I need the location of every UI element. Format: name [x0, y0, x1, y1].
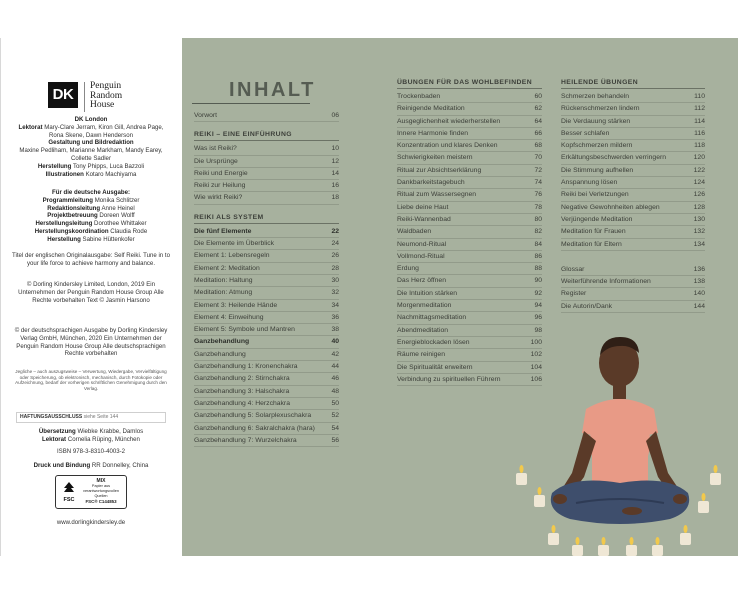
toc-entry[interactable]: [397, 140, 542, 152]
toc-entry[interactable]: [561, 177, 705, 189]
credit-line: Herstellungskoordination Claudia Rode: [34, 227, 148, 235]
toc-entry-title: Die Autorin/Dank: [561, 302, 613, 310]
toc-entry[interactable]: [194, 336, 339, 348]
toc-entry[interactable]: [397, 177, 542, 189]
toc-entry-title: Reiki bei Verletzungen: [561, 191, 629, 199]
toc-entry-page: 124: [693, 179, 705, 187]
toc-entry[interactable]: [194, 386, 339, 398]
imprint-page: [0, 38, 176, 556]
toc-entry-page: 92: [534, 289, 542, 297]
toc-entry-page: 28: [331, 264, 339, 272]
toc-entry-title: Neumond-Ritual: [397, 240, 447, 248]
toc-entry-page: 132: [693, 228, 705, 236]
toc-entry-title: Ganzbehandlung 5: Solarplexuschakra: [194, 412, 312, 420]
toc-entry[interactable]: [397, 152, 542, 164]
toc-entry[interactable]: [561, 91, 705, 103]
toc-entry-page: 76: [534, 191, 542, 199]
toc-entry[interactable]: [397, 128, 542, 140]
toc-entry-page: 72: [534, 166, 542, 174]
toc-entry-page: 54: [331, 424, 339, 432]
toc-entry-page: 68: [534, 142, 542, 150]
toc-entry-page: 48: [331, 387, 339, 395]
toc-entry-title: Die Stimmung aufhellen: [561, 166, 634, 174]
toc-entry[interactable]: [194, 398, 339, 410]
credit-line: Lektorat Mary-Clare Jerram, Kiron Gill, Andrea Page, Rona Skene, Dawn Henderson: [18, 123, 164, 139]
toc-entry[interactable]: [397, 103, 542, 115]
toc-entry-page: 10: [331, 145, 339, 153]
toc-entry[interactable]: [397, 226, 542, 238]
toc-entry[interactable]: [194, 110, 339, 122]
toc-entry-title: Weiterführende Informationen: [561, 278, 651, 286]
credits-english: [11, 116, 171, 178]
foot: [622, 507, 642, 515]
toc-entry-title: Element 1: Lebensregeln: [194, 252, 270, 260]
toc-entry[interactable]: [397, 275, 542, 287]
toc-entry[interactable]: [194, 410, 339, 422]
credit-line: Herstellung Tony Phipps, Luca Bazzoli: [37, 162, 145, 170]
toc-entry-title: Reiki zur Heilung: [194, 182, 246, 190]
toc-entry-page: 44: [331, 363, 339, 371]
liability-box: [16, 412, 166, 423]
logo-divider: [84, 82, 85, 112]
toc-entry-page: 114: [694, 117, 705, 125]
toc-entry-page: 36: [331, 313, 339, 321]
toc-entry-page: 112: [694, 105, 705, 113]
toc-entry[interactable]: [397, 91, 542, 103]
toc-entry-page: 102: [530, 351, 542, 359]
title-rule: [192, 103, 310, 104]
toc-entry-page: 106: [530, 375, 542, 383]
toc-entry[interactable]: [194, 275, 339, 287]
toc-entry-page: 122: [693, 166, 705, 174]
toc-entry-title: Meditation: Haltung: [194, 276, 253, 284]
credit-line: Redaktionsleitung Anne Heinel: [47, 204, 135, 212]
legal-notice: Jegliche – auch auszugsweise – Verwertung, Wiedergabe, Vervielfältigung oder Speicherung, ob elektronisch, mechanisch, durch Fotokopie oder Aufzeichnung, bedarf der vorherigen schriftlichen Genehmigung durch den Verlag.: [15, 369, 167, 391]
toc-entry[interactable]: [397, 202, 542, 214]
toc-entry-title: Morgenmeditation: [397, 302, 452, 310]
toc-entry-page: 120: [693, 154, 705, 162]
fsc-text: MIX Papier aus verantwortungsvollen Quellen FSC® C144853: [83, 478, 119, 504]
toc-entry-title: Konzentration und klares Denken: [397, 142, 498, 150]
toc-entry-title: Vollmond-Ritual: [397, 252, 445, 260]
candle: [598, 545, 609, 556]
toc-entry-title: Kopfschmerzen mildern: [561, 142, 633, 150]
printing-credit: Druck und Bindung RR Donnelley, China: [33, 462, 149, 469]
toc-entry-page: 70: [534, 154, 542, 162]
toc-entry-page: 100: [530, 338, 542, 346]
toc-entry-page: 42: [331, 350, 339, 358]
toc-entry-title: Register: [561, 290, 587, 298]
toc-entry-page: 12: [331, 157, 339, 165]
toc-column-3: [561, 79, 705, 313]
toc-entry-title: Reiki und Energie: [194, 169, 248, 177]
toc-entry-page: 40: [331, 338, 339, 346]
toc-column-1: [194, 110, 339, 447]
publisher-name-line: House: [90, 100, 115, 110]
toc-entry-page: 84: [534, 240, 542, 248]
copyright-uk: © Dorling Kindersley Limited, London, 2019 Ein Unternehmen der Penguin Random House Group Alle Rechte vorbehalten Text © Jasmin Harsono: [18, 281, 164, 304]
toc-entry-page: 50: [331, 399, 339, 407]
toc-entry-page: 22: [331, 227, 339, 235]
section-heading: REIKI ALS SYSTEM: [194, 214, 339, 224]
toc-entry-title: Element 3: Heilende Hände: [194, 301, 278, 309]
toc-entry[interactable]: [194, 349, 339, 361]
credit-line: Illustrationen Kotaro Machiyama: [45, 170, 137, 178]
toc-entry-title: Die Ursprünge: [194, 157, 238, 165]
toc-entry[interactable]: [194, 143, 339, 155]
toc-entry-title: Element 2: Meditation: [194, 264, 260, 272]
toc-entry[interactable]: [397, 189, 542, 201]
toc-entry-title: Ganzbehandlung 2: Stirnchakra: [194, 375, 290, 383]
toc-entry[interactable]: [561, 239, 705, 251]
toc-entry-title: Wie wirkt Reiki?: [194, 194, 243, 202]
toc-entry-title: Ganzbehandlung 7: Wurzelchakra: [194, 436, 297, 444]
toc-entry-page: 18: [331, 194, 339, 202]
toc-entry-title: Anspannung lösen: [561, 179, 618, 187]
left-hand: [553, 494, 567, 504]
toc-entry-page: 80: [534, 215, 542, 223]
section-heading: HEILENDE ÜBUNGEN: [561, 79, 705, 89]
credit-line: Übersetzung Wiebke Krabbe, Damlos: [38, 428, 144, 435]
toc-entry[interactable]: [194, 423, 339, 435]
candle: [698, 501, 709, 513]
toc-entry[interactable]: [561, 103, 705, 115]
toc-entry-title: Die Intuition stärken: [397, 289, 458, 297]
toc-entry-title: Ganzbehandlung: [194, 338, 250, 346]
toc-entry[interactable]: [561, 140, 705, 152]
toc-entry[interactable]: [561, 116, 705, 128]
publisher-name-line: Penguin: [90, 81, 122, 91]
toc-entry-page: 134: [693, 240, 705, 248]
toc-entry-page: 128: [693, 203, 705, 211]
toc-entry-page: 88: [534, 265, 542, 273]
toc-entry[interactable]: [194, 435, 339, 447]
toc-entry-title: Verjüngende Meditation: [561, 215, 633, 223]
toc-entry-page: 30: [331, 276, 339, 284]
toc-entry-page: 118: [694, 142, 705, 150]
credit-line: Projektbetreuung Doreen Wolff: [47, 212, 135, 220]
credit-line: Programmleitung Monika Schlitzer: [42, 196, 140, 204]
toc-entry-title: Ritual zur Absichtserklärung: [397, 166, 482, 174]
toc-entry[interactable]: [397, 116, 542, 128]
translation-credits: [11, 428, 171, 444]
toc-entry-title: Innere Harmonie finden: [397, 129, 469, 137]
toc-entry-title: Meditation für Frauen: [561, 228, 626, 236]
candle: [680, 533, 691, 545]
toc-entry-title: Abendmeditation: [397, 326, 449, 334]
toc-entry-page: 126: [693, 191, 705, 199]
toc-entry[interactable]: [194, 287, 339, 299]
toc-entry-page: 16: [331, 182, 339, 190]
toc-entry[interactable]: [397, 300, 542, 312]
toc-entry-page: 62: [534, 105, 542, 113]
toc-entry-title: Liebe deine Haut: [397, 203, 449, 211]
toc-entry[interactable]: [194, 226, 339, 238]
toc-entry[interactable]: [561, 226, 705, 238]
toc-entry-title: Element 5: Symbole und Mantren: [194, 326, 295, 334]
toc-entry-page: 56: [331, 436, 339, 444]
toc-gap: [561, 251, 705, 264]
candle: [710, 473, 721, 485]
toc-entry-page: 64: [534, 117, 542, 125]
candle: [652, 545, 663, 556]
fsc-tree-icon: FSC: [59, 481, 79, 503]
toc-entry[interactable]: [194, 238, 339, 250]
crossed-legs: [551, 481, 689, 524]
publisher-name: [90, 82, 122, 111]
toc-entry-title: Ganzbehandlung 6: Sakralchakra (hara): [194, 424, 315, 432]
toc-entry[interactable]: [397, 214, 542, 226]
toc-entry-page: 66: [534, 129, 542, 137]
toc-entry-page: 52: [331, 412, 339, 420]
toc-entry-page: 130: [693, 215, 705, 223]
section-heading: REIKI – EINE EINFÜHRUNG: [194, 131, 339, 141]
toc-entry-page: 116: [694, 129, 705, 137]
toc-entry[interactable]: [194, 373, 339, 385]
right-hand: [673, 494, 687, 504]
dk-logo-mark: DK: [48, 82, 78, 108]
dk-london-heading: DK London: [74, 116, 108, 123]
toc-entry-page: 82: [534, 228, 542, 236]
toc-entry-title: Ausgeglichenheit wiederherstellen: [397, 117, 501, 125]
toc-entry-page: 96: [534, 314, 542, 322]
toc-entry-title: Was ist Reiki?: [194, 145, 237, 153]
toc-entry-title: Ganzbehandlung 4: Herzchakra: [194, 399, 290, 407]
toc-entry-page: 98: [534, 326, 542, 334]
page-title: INHALT: [229, 79, 316, 101]
publisher-logo: [48, 82, 122, 112]
toc-entry[interactable]: [561, 301, 705, 313]
toc-entry[interactable]: [194, 180, 339, 192]
toc-entry[interactable]: [194, 361, 339, 373]
german-edition-heading: Für die deutsche Ausgabe:: [52, 189, 130, 196]
toc-entry[interactable]: [194, 250, 339, 262]
toc-entry-page: 94: [534, 302, 542, 310]
toc-entry[interactable]: [194, 300, 339, 312]
toc-entry[interactable]: [397, 251, 542, 263]
toc-entry-page: 104: [530, 363, 542, 371]
toc-entry-page: 60: [534, 93, 542, 100]
toc-entry-page: 138: [693, 278, 705, 286]
publisher-name-line: Random: [90, 90, 123, 101]
original-title: Titel der englischen Originalausgabe: Self Reiki. Tune in to your life force to achieve harmony and balance.: [12, 252, 170, 267]
liability-label: HAFTUNGSAUSSCHLUSS: [20, 414, 83, 420]
candle: [516, 473, 527, 485]
toc-entry[interactable]: [194, 192, 339, 204]
table-of-contents-page: [182, 38, 738, 556]
toc-entry-page: 140: [693, 290, 705, 298]
toc-entry-title: Nachmittagsmeditation: [397, 314, 467, 322]
toc-entry-title: Energieblockaden lösen: [397, 338, 470, 346]
toc-entry-title: Erdung: [397, 265, 419, 273]
toc-entry[interactable]: [561, 152, 705, 164]
toc-entry[interactable]: [561, 189, 705, 201]
toc-entry-page: 74: [534, 179, 542, 187]
toc-entry[interactable]: [194, 312, 339, 324]
website-link[interactable]: www.dorlingkindersley.de: [56, 519, 126, 526]
toc-entry[interactable]: [561, 128, 705, 140]
fsc-label: [55, 475, 127, 509]
toc-entry[interactable]: [194, 156, 339, 168]
toc-entry-title: Räume reinigen: [397, 351, 445, 359]
toc-entry-page: 32: [331, 289, 339, 297]
toc-entry[interactable]: [194, 263, 339, 275]
toc-entry-page: 24: [331, 240, 339, 248]
credit-line: Gestaltung und Bildredaktion Maxine Pedliham, Marianne Markham, Mandy Earey, Collette Sadler: [19, 139, 163, 162]
toc-entry-page: 06: [331, 112, 339, 119]
toc-entry-page: 90: [534, 277, 542, 285]
toc-entry-title: Ganzbehandlung 1: Kronenchakra: [194, 363, 298, 371]
toc-entry-title: Die Elemente im Überblick: [194, 240, 275, 248]
toc-entry-title: Erkältungsbeschwerden verringern: [561, 154, 667, 162]
toc-entry-page: 86: [534, 252, 542, 260]
toc-entry[interactable]: [194, 168, 339, 180]
toc-entry-title: Reiki-Wannenbad: [397, 215, 451, 223]
toc-entry[interactable]: [561, 165, 705, 177]
toc-entry[interactable]: [561, 276, 705, 288]
toc-entry-page: 14: [331, 169, 339, 177]
toc-entry-title: Ritual zum Wassersegnen: [397, 191, 477, 199]
toc-entry-title: Die Verdauung stärken: [561, 117, 631, 125]
toc-entry-page: 136: [693, 265, 705, 273]
section-heading: ÜBUNGEN FÜR DAS WOHLBEFINDEN: [397, 79, 542, 89]
copyright-de: © der deutschsprachigen Ausgabe by Dorling Kindersley Verlag GmbH, München, 2020 Ein Unternehmen der Penguin Random House Group Alle deutschsprachigen Rechte vorbehalten: [14, 327, 168, 358]
toc-entry-title: Dankbarkeitstagebuch: [397, 179, 465, 187]
toc-entry-page: 34: [331, 301, 339, 309]
toc-entry-title: Vorwort: [194, 112, 218, 119]
toc-entry-page: 110: [694, 93, 705, 100]
credit-line: Herstellungsleitung Dorothee Whittaker: [35, 220, 147, 228]
toc-entry-title: Schmerzen behandeln: [561, 93, 630, 100]
toc-entry-title: Glossar: [561, 265, 585, 273]
candle: [626, 545, 637, 556]
toc-entry-title: Besser schlafen: [561, 129, 610, 137]
toc-entry-page: 46: [331, 375, 339, 383]
toc-entry[interactable]: [561, 288, 705, 300]
toc-entry-title: Meditation: Atmung: [194, 289, 253, 297]
meditation-illustration: [512, 323, 738, 556]
toc-entry-title: Verbindung zu spirituellen Führern: [397, 375, 501, 383]
toc-entry-title: Ganzbehandlung: [194, 350, 246, 358]
toc-entry-page: 144: [693, 302, 705, 310]
toc-entry-page: 78: [534, 203, 542, 211]
credit-line: Herstellung Sabine Hüttenkofer: [47, 235, 135, 243]
toc-entry[interactable]: [397, 239, 542, 251]
toc-entry[interactable]: [194, 324, 339, 336]
toc-entry-title: Rückenschmerzen lindern: [561, 105, 640, 113]
toc-entry-title: Negative Gewohnheiten ablegen: [561, 203, 660, 211]
toc-entry-page: 38: [331, 326, 339, 334]
toc-entry-title: Reinigende Meditation: [397, 105, 465, 113]
toc-entry[interactable]: [397, 263, 542, 275]
liability-ref: siehe Seite 144: [83, 414, 119, 420]
toc-entry[interactable]: [561, 214, 705, 226]
toc-entry[interactable]: [397, 288, 542, 300]
credit-line: Lektorat Cornelia Rüping, München: [42, 435, 140, 443]
isbn: ISBN 978-3-8310-4003-2: [56, 448, 126, 455]
candle: [534, 495, 545, 507]
toc-entry-title: Das Herz öffnen: [397, 277, 446, 285]
toc-entry-title: Meditation für Eltern: [561, 240, 622, 248]
section-spacer: [194, 205, 339, 214]
credits-german: [11, 189, 171, 244]
toc-entry-title: Schwierigkeiten meistern: [397, 154, 473, 162]
toc-entry-page: 26: [331, 252, 339, 260]
toc-entry-title: Waldbaden: [397, 228, 432, 236]
toc-entry-title: Die fünf Elemente: [194, 227, 252, 235]
toc-entry[interactable]: [561, 264, 705, 276]
toc-entry[interactable]: [397, 165, 542, 177]
candle: [572, 545, 583, 556]
toc-entry-title: Die Spiritualität erweitern: [397, 363, 473, 371]
section-spacer: [194, 122, 339, 131]
toc-entry-title: Trockenbaden: [397, 93, 441, 100]
toc-entry-title: Element 4: Einweihung: [194, 313, 264, 321]
toc-entry[interactable]: [561, 202, 705, 214]
toc-entry-title: Ganzbehandlung 3: Halschakra: [194, 387, 290, 395]
candle: [548, 533, 559, 545]
